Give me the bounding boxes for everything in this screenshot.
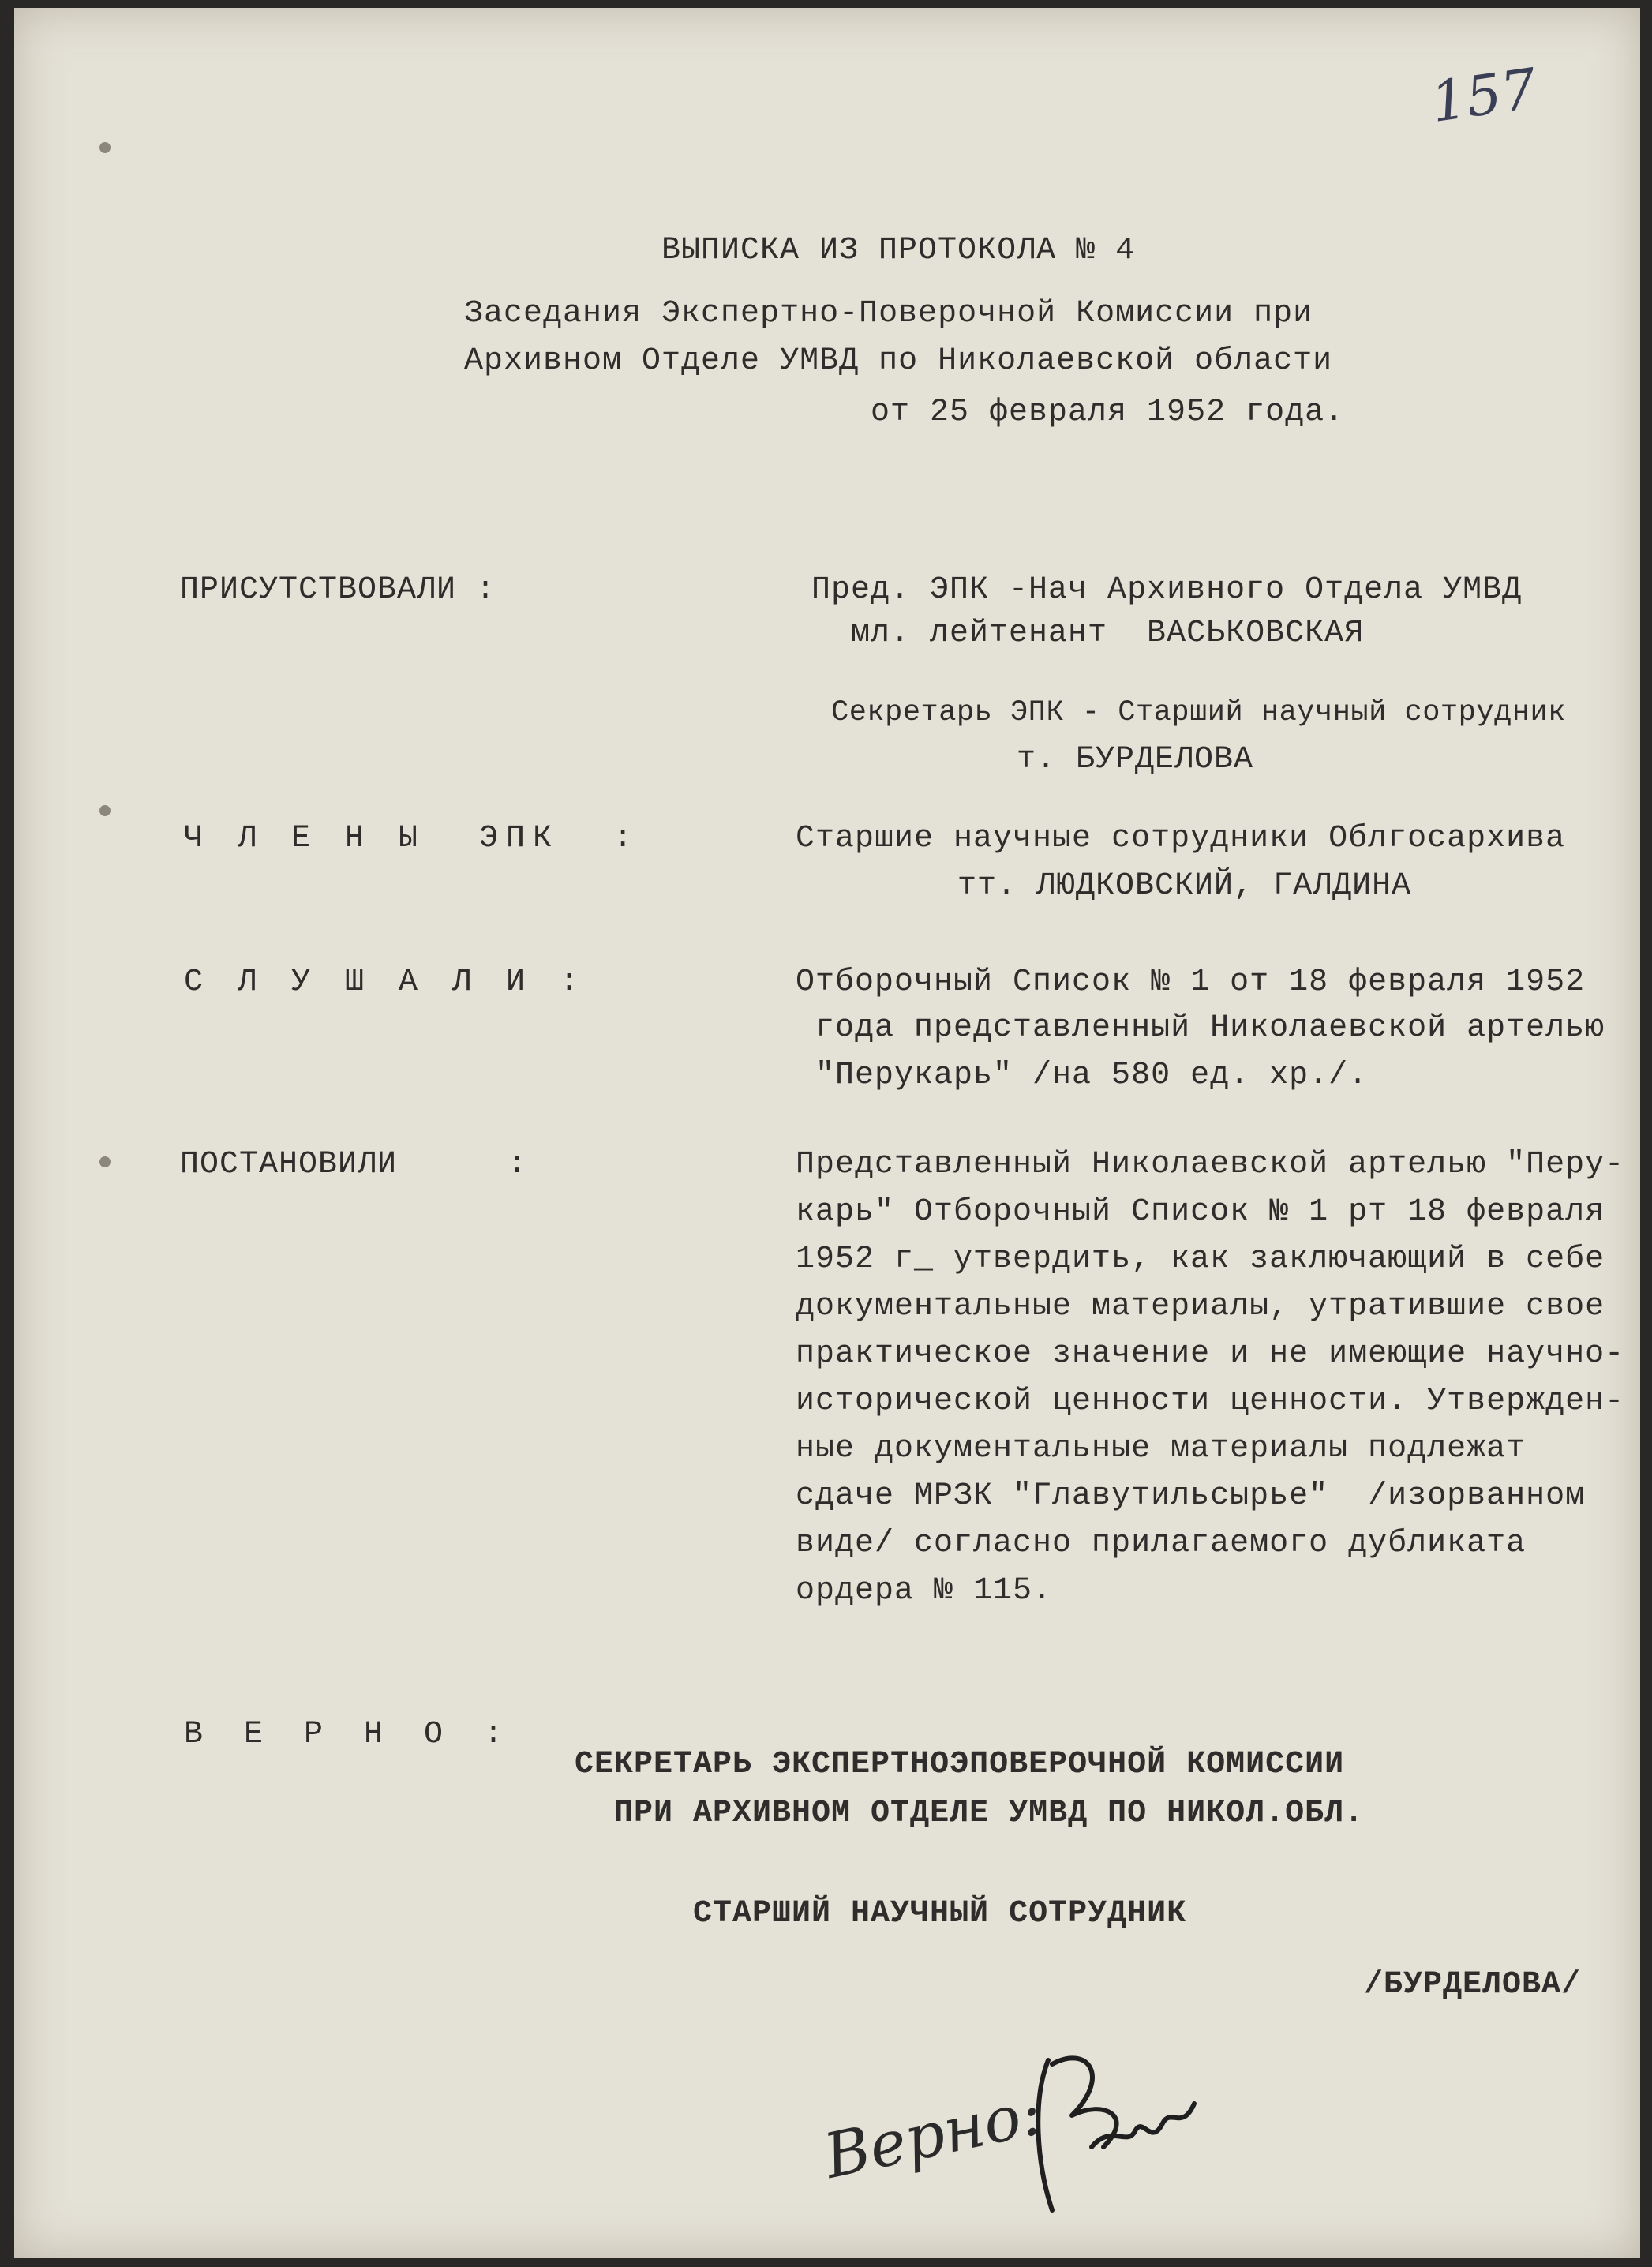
resolved-line: ордера № 115. bbox=[796, 1573, 1053, 1609]
certify-label: В Е Р Н О : bbox=[184, 1717, 515, 1752]
members-label: Ч Л Е Н Ы ЭПК : bbox=[184, 821, 641, 856]
resolved-line: ные документальные материалы подлежат bbox=[796, 1431, 1527, 1467]
punch-hole bbox=[99, 805, 111, 816]
resolved-line: исторической ценности ценности. Утвержден- bbox=[796, 1384, 1625, 1419]
resolved-label: ПОСТАНОВИЛИ bbox=[180, 1147, 398, 1182]
heard-label: С Л У Ш А Л И : bbox=[184, 965, 587, 1000]
doc-title: ВЫПИСКА ИЗ ПРОТОКОЛА № 4 bbox=[661, 233, 1136, 268]
secretary-line-1: Секретарь ЭПК - Старший научный сотрудник bbox=[831, 696, 1566, 729]
resolved-line: Представленный Николаевской артелью "Перу- bbox=[796, 1147, 1625, 1182]
heard-line-3: "Перукарь" /на 580 ед. хр./. bbox=[815, 1058, 1369, 1093]
certify-line-1: СЕКРЕТАРЬ ЭКСПЕРТНОЭПОВЕРОЧНОЙ КОМИССИИ bbox=[575, 1747, 1345, 1782]
resolved-line: документальные материалы, утратившие свое bbox=[796, 1289, 1605, 1325]
certify-line-2: ПРИ АРХИВНОМ ОТДЕЛЕ УМВД ПО НИКОЛ.ОБЛ. bbox=[614, 1796, 1365, 1831]
punch-hole bbox=[99, 1156, 111, 1167]
members-line-2: тт. ЛЮДКОВСКИЙ, ГАЛДИНА bbox=[957, 868, 1412, 904]
signer-name: /БУРДЕЛОВА/ bbox=[1364, 1967, 1582, 2003]
punch-hole bbox=[99, 142, 111, 153]
heard-line-2: года представленный Николаевской артелью bbox=[815, 1010, 1605, 1046]
resolved-line: 1952 г_ утвердить, как заключающий в себе bbox=[796, 1242, 1605, 1277]
header-date: от 25 февраля 1952 года. bbox=[871, 395, 1345, 430]
resolved-line: практическое значение и не имеющие научно- bbox=[796, 1336, 1625, 1372]
archive-page-number: 157 bbox=[1426, 56, 1541, 135]
document-sheet bbox=[14, 8, 1640, 2258]
resolved-line: карь" Отборочный Список № 1 рт 18 февраля bbox=[796, 1194, 1605, 1230]
handwritten-verno: Верно: bbox=[818, 2078, 1048, 2193]
secretary-line-2: т. БУРДЕЛОВА bbox=[1017, 742, 1254, 778]
members-line-1: Старшие научные сотрудники Облгосархива bbox=[796, 821, 1566, 856]
signature-icon bbox=[1017, 2029, 1222, 2234]
header-line-1: Заседания Экспертно-Поверочной Комиссии при bbox=[464, 296, 1313, 332]
chair-line-1: Пред. ЭПК -Нач Архивного Отдела УМВД bbox=[811, 572, 1523, 608]
certify-line-3: СТАРШИЙ НАУЧНЫЙ СОТРУДНИК bbox=[693, 1896, 1187, 1932]
resolved-colon: : bbox=[508, 1147, 528, 1182]
resolved-line: виде/ согласно прилагаемого дубликата bbox=[796, 1526, 1527, 1561]
heard-line-1: Отборочный Список № 1 от 18 февраля 1952 bbox=[796, 965, 1586, 1000]
header-line-2: Архивном Отделе УМВД по Николаевской области bbox=[464, 343, 1333, 379]
chair-line-2: мл. лейтенант ВАСЬКОВСКАЯ bbox=[851, 616, 1365, 651]
resolved-line: сдаче МРЗК "Главутильсырье" /изорванном bbox=[796, 1478, 1586, 1514]
present-label: ПРИСУТСТВОВАЛИ : bbox=[180, 572, 496, 608]
